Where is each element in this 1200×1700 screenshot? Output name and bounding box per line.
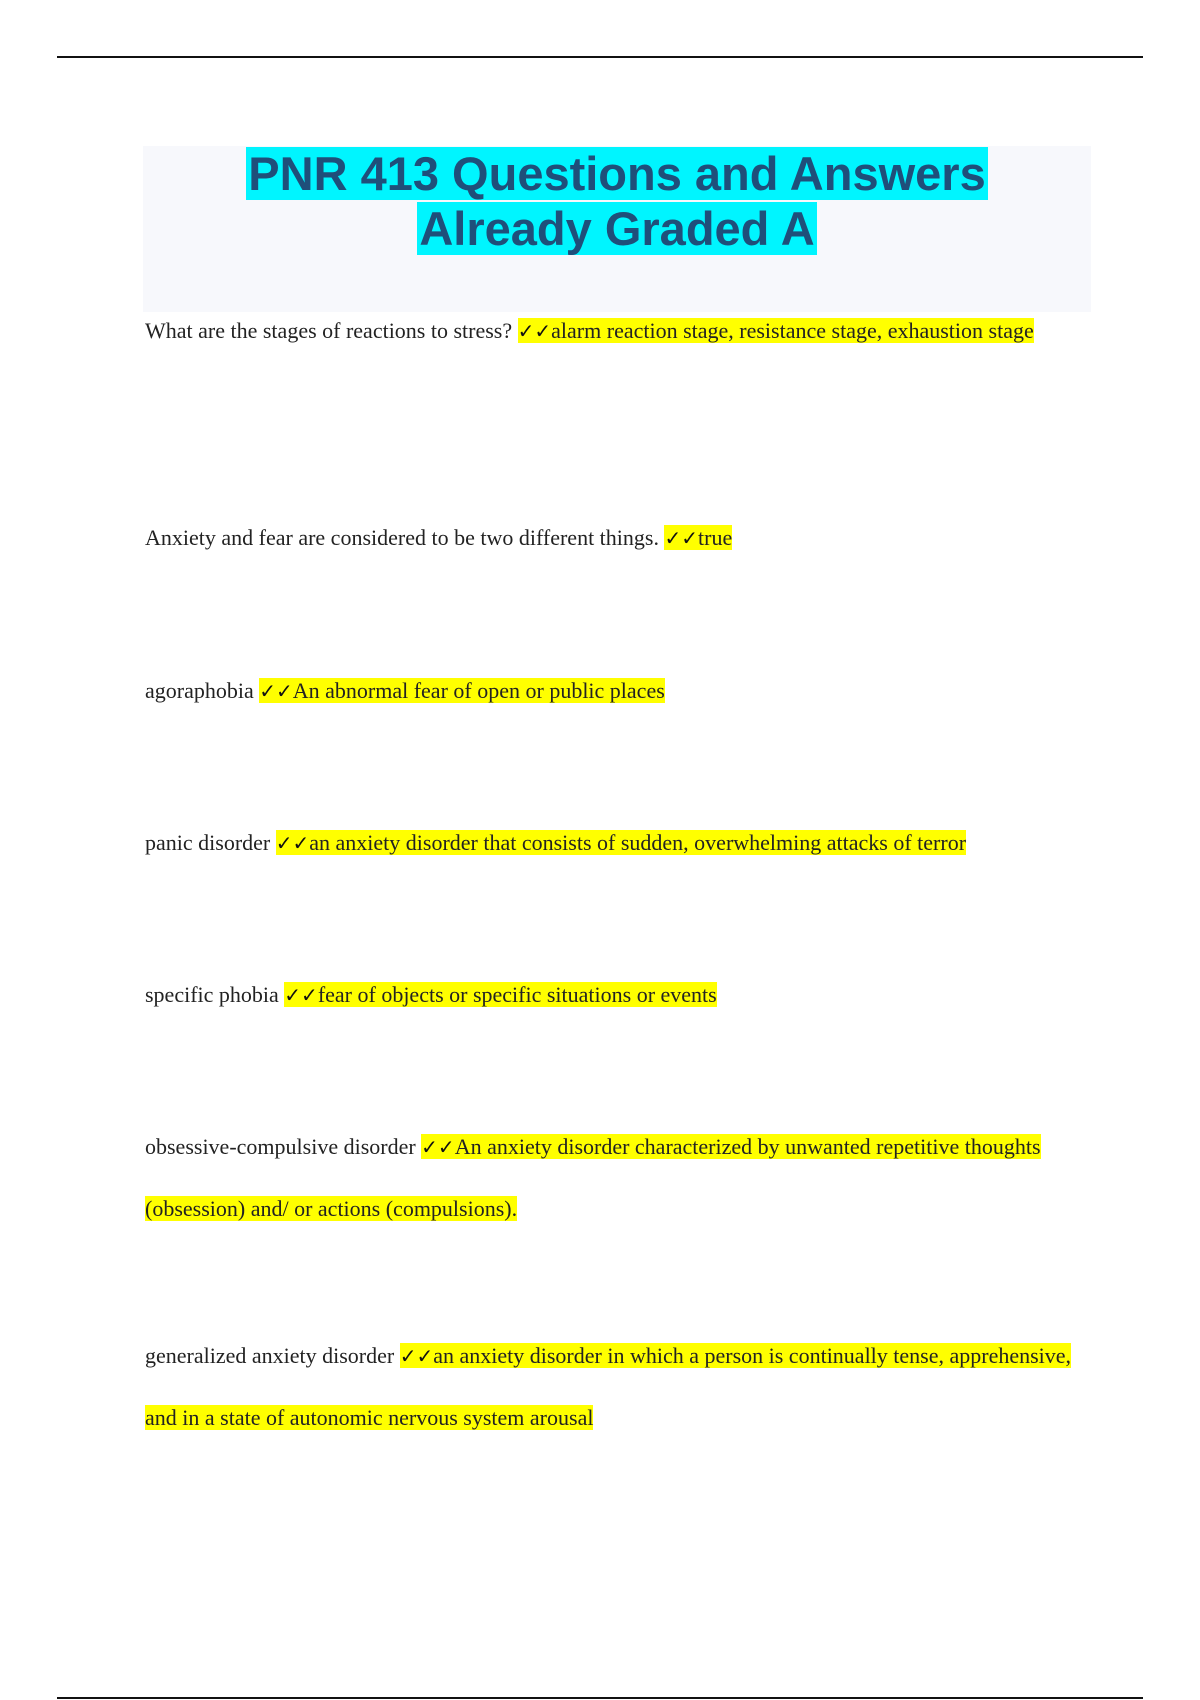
bottom-rule xyxy=(57,1697,1143,1699)
double-check-icon: ✓✓ xyxy=(421,1135,455,1159)
double-check-icon: ✓✓ xyxy=(284,983,318,1007)
answer-text: ✓✓true xyxy=(664,525,733,550)
double-check-icon: ✓✓ xyxy=(517,319,552,343)
double-check-icon: ✓✓ xyxy=(275,831,310,855)
double-check-icon: ✓✓ xyxy=(259,679,293,703)
answer-text: ✓✓fear of objects or specific situations or events xyxy=(284,982,717,1007)
qa-item xyxy=(145,964,1095,1026)
qa-item xyxy=(145,300,1095,362)
answer-text: ✓✓an anxiety disorder in which a person is continually tense, apprehensive, and in a state of autonomic nervous system arousal xyxy=(145,1343,1072,1430)
question-text: What are the stages of reactions to stress? xyxy=(145,318,513,343)
top-rule xyxy=(57,56,1143,58)
double-check-icon: ✓✓ xyxy=(399,1344,434,1368)
double-check-icon: ✓✓ xyxy=(664,526,698,550)
title-line-1: PNR 413 Questions and Answers xyxy=(248,147,986,200)
answer-text: ✓✓alarm reaction stage, resistance stage, exhaustion stage xyxy=(517,318,1034,343)
qa-item xyxy=(145,1116,1095,1239)
question-text: Anxiety and fear are considered to be two different things. xyxy=(145,525,659,550)
answer-text: ✓✓An abnormal fear of open or public places xyxy=(259,678,665,703)
question-text: agoraphobia xyxy=(145,678,254,703)
page-title xyxy=(143,146,1091,256)
qa-item xyxy=(145,507,1095,569)
answer-text: ✓✓An anxiety disorder characterized by unwanted repetitive thoughts (obsession) and/ or actions (compulsions). xyxy=(145,1134,1041,1221)
question-text: generalized anxiety disorder xyxy=(145,1343,395,1368)
question-text: specific phobia xyxy=(145,982,279,1007)
question-text: panic disorder xyxy=(145,830,271,855)
qa-item xyxy=(145,812,1095,874)
qa-item xyxy=(145,1325,1095,1448)
question-text: obsessive-compulsive disorder xyxy=(145,1134,416,1159)
answer-text: ✓✓an anxiety disorder that consists of sudden, overwhelming attacks of terror xyxy=(275,830,967,855)
qa-item xyxy=(145,660,1095,722)
title-line-2: Already Graded A xyxy=(419,202,815,255)
